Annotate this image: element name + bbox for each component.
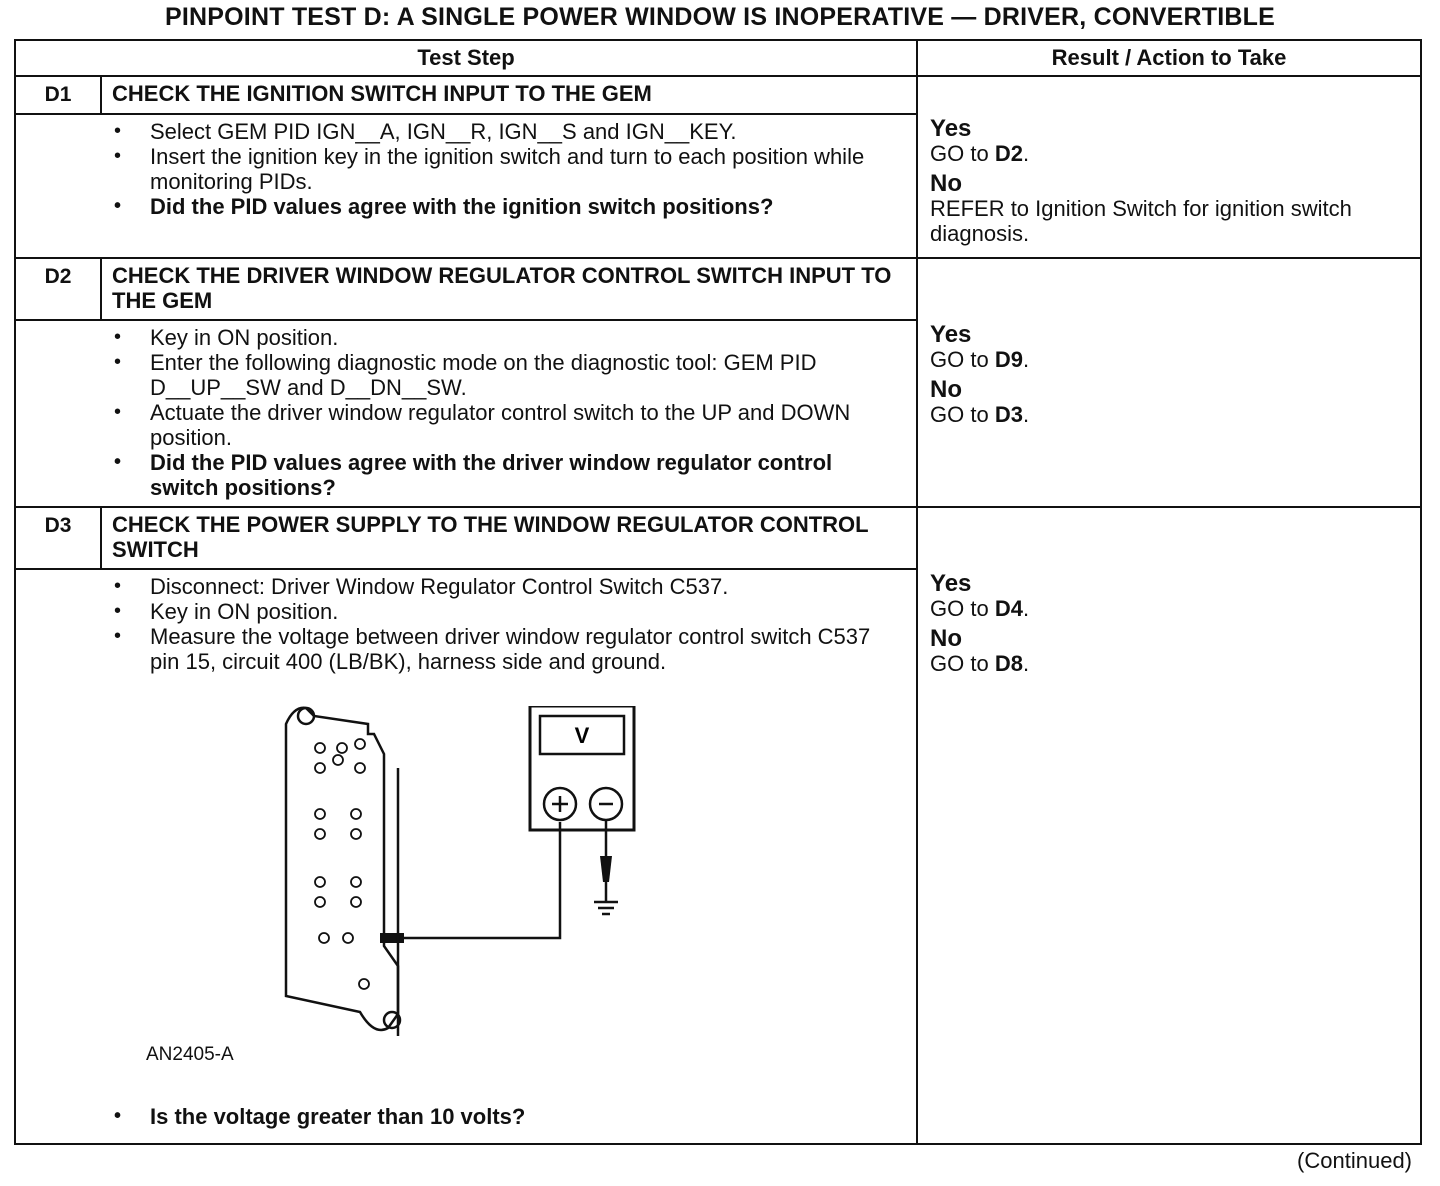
result-d3 <box>917 507 1421 1144</box>
step-bullet: • Select GEM PID IGN__A, IGN__R, IGN__S and IGN__KEY. <box>150 119 896 144</box>
step-body-d1 <box>15 114 917 258</box>
result-yes-label: Yes <box>930 321 972 348</box>
step-question: • Is the voltage greater than 10 volts? <box>16 1104 916 1129</box>
connector-pins <box>315 739 369 989</box>
step-body-d2 <box>15 320 917 507</box>
ground-icon <box>594 902 618 914</box>
result-yes-action: GO to D4. <box>930 596 1030 621</box>
pinpoint-test-table <box>14 39 1422 1145</box>
figure-label: AN2405-A <box>146 1044 234 1065</box>
result-no-action: REFER to Ignition Switch for ignition switch diagnosis. <box>930 196 1352 246</box>
result-d1 <box>917 76 1421 258</box>
step-body-d3 <box>15 569 917 1144</box>
continued-note: (Continued) <box>1297 1148 1412 1173</box>
result-yes-label: Yes <box>930 115 972 142</box>
result-yes-action: GO to D9. <box>930 347 1030 372</box>
connector-diagram <box>16 706 916 1096</box>
result-no-label: No <box>930 170 963 197</box>
positive-lead <box>404 822 560 938</box>
result-no-action: GO to D8. <box>930 651 1030 676</box>
voltmeter-connector-illustration <box>276 706 656 1046</box>
test-probe <box>380 933 404 943</box>
meter-label: V <box>574 723 590 748</box>
step-question: • Did the PID values agree with the driver window regulator control switch positions? <box>150 450 896 500</box>
step-code: D2 <box>15 258 101 320</box>
step-bullet: • Measure the voltage between driver window regulator control switch C537 pin 15, circuit 400 (LB/BK), harness side and ground. <box>150 624 896 674</box>
step-bullet: • Insert the ignition key in the ignition switch and turn to each position while monitoring PIDs. <box>150 144 896 194</box>
page-title: PINPOINT TEST D: A SINGLE POWER WINDOW IS INOPERATIVE — DRIVER, CONVERTIBLE <box>165 3 1275 31</box>
header-result: Result / Action to Take <box>917 40 1421 76</box>
step-heading: CHECK THE POWER SUPPLY TO THE WINDOW REGULATOR CONTROL SWITCH <box>101 507 917 569</box>
step-bullet: • Disconnect: Driver Window Regulator Control Switch C537. <box>150 574 896 599</box>
result-no-label: No <box>930 625 963 652</box>
result-no-action: GO to D3. <box>930 402 1030 427</box>
result-yes-action: GO to D2. <box>930 141 1030 166</box>
step-bullet: • Key in ON position. <box>150 599 896 624</box>
result-no-label: No <box>930 376 963 403</box>
step-code: D3 <box>15 507 101 569</box>
step-bullet: • Key in ON position. <box>150 325 896 350</box>
header-test-step: Test Step <box>15 40 917 76</box>
step-heading: CHECK THE IGNITION SWITCH INPUT TO THE GEM <box>101 76 917 114</box>
result-d2 <box>917 258 1421 507</box>
step-heading: CHECK THE DRIVER WINDOW REGULATOR CONTROL SWITCH INPUT TO THE GEM <box>101 258 917 320</box>
step-bullet: • Enter the following diagnostic mode on the diagnostic tool: GEM PID D__UP__SW and D__DN__SW. <box>150 350 896 400</box>
result-yes-label: Yes <box>930 570 972 597</box>
step-question: • Did the PID values agree with the ignition switch positions? <box>150 194 896 219</box>
step-bullet: • Actuate the driver window regulator control switch to the UP and DOWN position. <box>150 400 896 450</box>
step-code: D1 <box>15 76 101 114</box>
